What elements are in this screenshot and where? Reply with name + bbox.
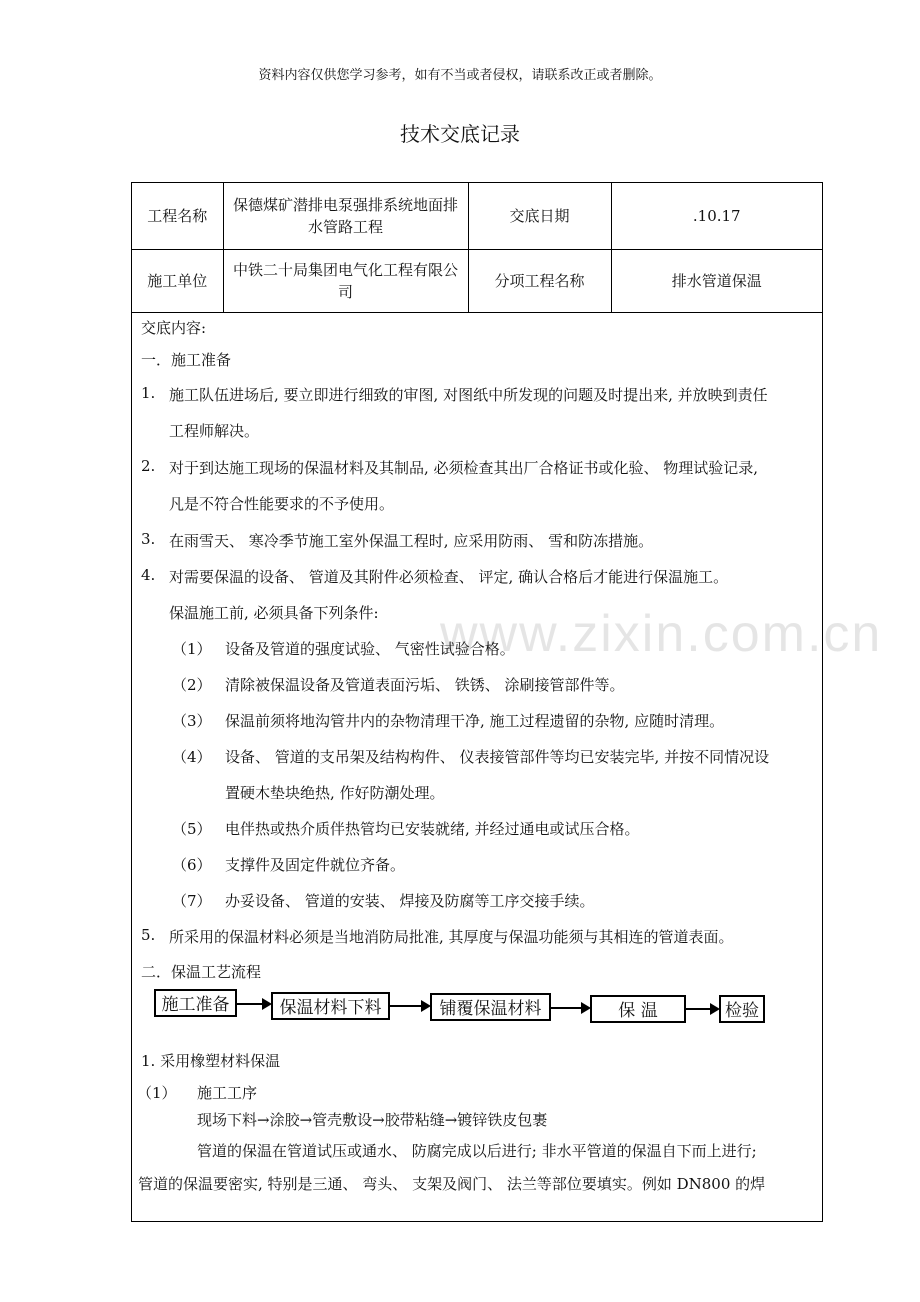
unit-value: 中铁二十局集团电气化工程有限公司 [223, 249, 468, 312]
sub-item-number: （5） [172, 819, 212, 838]
flow-arrow [686, 1008, 718, 1010]
header-table [132, 183, 822, 313]
sub-item-number: （1） [172, 639, 212, 658]
sub-project-label: 分项工程名称 [468, 249, 611, 312]
paragraph-line: 管道的保温在管道试压或通水、 防腐完成以后进行; 非水平管道的保温自下而上进行; [197, 1141, 757, 1160]
item-1-number: 1. [141, 383, 156, 402]
sub-item-text: 办妥设备、 管道的安装、 焊接及防腐等工序交接手续。 [225, 891, 595, 910]
page-title: 技术交底记录 [400, 122, 520, 146]
item-5-number: 5. [141, 925, 156, 944]
sub-item-number: （6） [172, 855, 212, 874]
content-heading: 交底内容: [141, 318, 207, 337]
item-4-conditions-intro: 保温施工前, 必须具备下列条件: [169, 603, 379, 622]
item-2-text-cont: 凡是不符合性能要求的不予使用。 [169, 494, 395, 513]
sub-item-text: 清除被保温设备及管道表面污垢、 铁锈、 涂刷接管部件等。 [225, 675, 625, 694]
sub-item-text-cont: 置硬木垫块绝热, 作好防潮处理。 [225, 783, 445, 802]
watermark-text: www.zixin.com.cn [440, 605, 883, 663]
section-2-title: 二．保温工艺流程 [141, 962, 262, 981]
project-name-label: 工程名称 [132, 183, 223, 249]
item-2-number: 2. [141, 456, 156, 475]
record-form [131, 182, 823, 1222]
disclaimer-text: 资料内容仅供您学习参考，如有不当或者侵权，请联系改正或者删除。 [258, 68, 662, 83]
flow-step-insulation: 保 温 [590, 995, 686, 1023]
paragraph-line: 管道的保温要密实, 特别是三通、 弯头、 支架及阀门、 法兰等部位要填实。例如 DN800 的焊 [138, 1174, 766, 1193]
flow-arrow [390, 1005, 429, 1007]
sub-item-number: （3） [172, 711, 212, 730]
sub-item-text: 保温前须将地沟管井内的杂物清理干净, 施工过程遗留的杂物, 应随时清理。 [225, 711, 725, 730]
flow-step-prepare: 施工准备 [154, 989, 237, 1017]
sub-item-number: （4） [172, 747, 212, 766]
flow-step-cut-material: 保温材料下料 [271, 992, 390, 1020]
item-1-text-cont: 工程师解决。 [169, 421, 260, 440]
item-1-text: 施工队伍进场后, 要立即进行细致的审图, 对图纸中所发现的问题及时提出来, 并放映到责任 [169, 385, 768, 404]
date-label: 交底日期 [468, 183, 611, 249]
item-3-number: 3. [141, 529, 156, 548]
item-2-text: 对于到达施工现场的保温材料及其制品, 必须检查其出厂合格证书或化验、 物理试验记录, [169, 458, 759, 477]
process-sequence: 现场下料→涂胶→管壳敷设→胶带粘缝→镀锌铁皮包裹 [197, 1110, 548, 1129]
project-name-value: 保德煤矿潜排电泵强排系统地面排水管路工程 [223, 183, 468, 249]
sub-item-text: 支撑件及固定件就位齐备。 [225, 855, 406, 874]
s2-item-1: 1. 采用橡塑材料保温 [141, 1051, 281, 1070]
section-1-title: 一．施工准备 [141, 350, 232, 369]
sub-item-text: 设备、 管道的支吊架及结构构件、 仪表接管部件等均已安装完毕, 并按不同情况设 [225, 747, 770, 766]
sub-item-text: 设备及管道的强度试验、 气密性试验合格。 [225, 639, 515, 658]
flow-arrow [237, 1003, 270, 1005]
flow-step-inspection: 检验 [719, 995, 765, 1023]
item-4-number: 4. [141, 565, 156, 584]
unit-label: 施工单位 [132, 249, 223, 312]
s2-sub-1-number: （1） [137, 1083, 177, 1102]
sub-project-value: 排水管道保温 [611, 249, 822, 312]
s2-sub-1-title: 施工工序 [197, 1083, 258, 1102]
date-value: .10.17 [611, 183, 822, 249]
item-5-text: 所采用的保温材料必须是当地消防局批准, 其厚度与保温功能须与其相连的管道表面。 [169, 927, 734, 946]
item-4-text: 对需要保温的设备、 管道及其附件必须检查、 评定, 确认合格后才能进行保温施工。 [169, 567, 729, 586]
sub-item-number: （7） [172, 891, 212, 910]
flow-step-lay-material: 铺覆保温材料 [430, 993, 551, 1021]
flow-arrow [551, 1007, 589, 1009]
sub-item-number: （2） [172, 675, 212, 694]
sub-item-text: 电伴热或热介质伴热管均已安装就绪, 并经过通电或试压合格。 [225, 819, 640, 838]
item-3-text: 在雨雪天、 寒冷季节施工室外保温工程时, 应采用防雨、 雪和防冻措施。 [169, 531, 654, 550]
